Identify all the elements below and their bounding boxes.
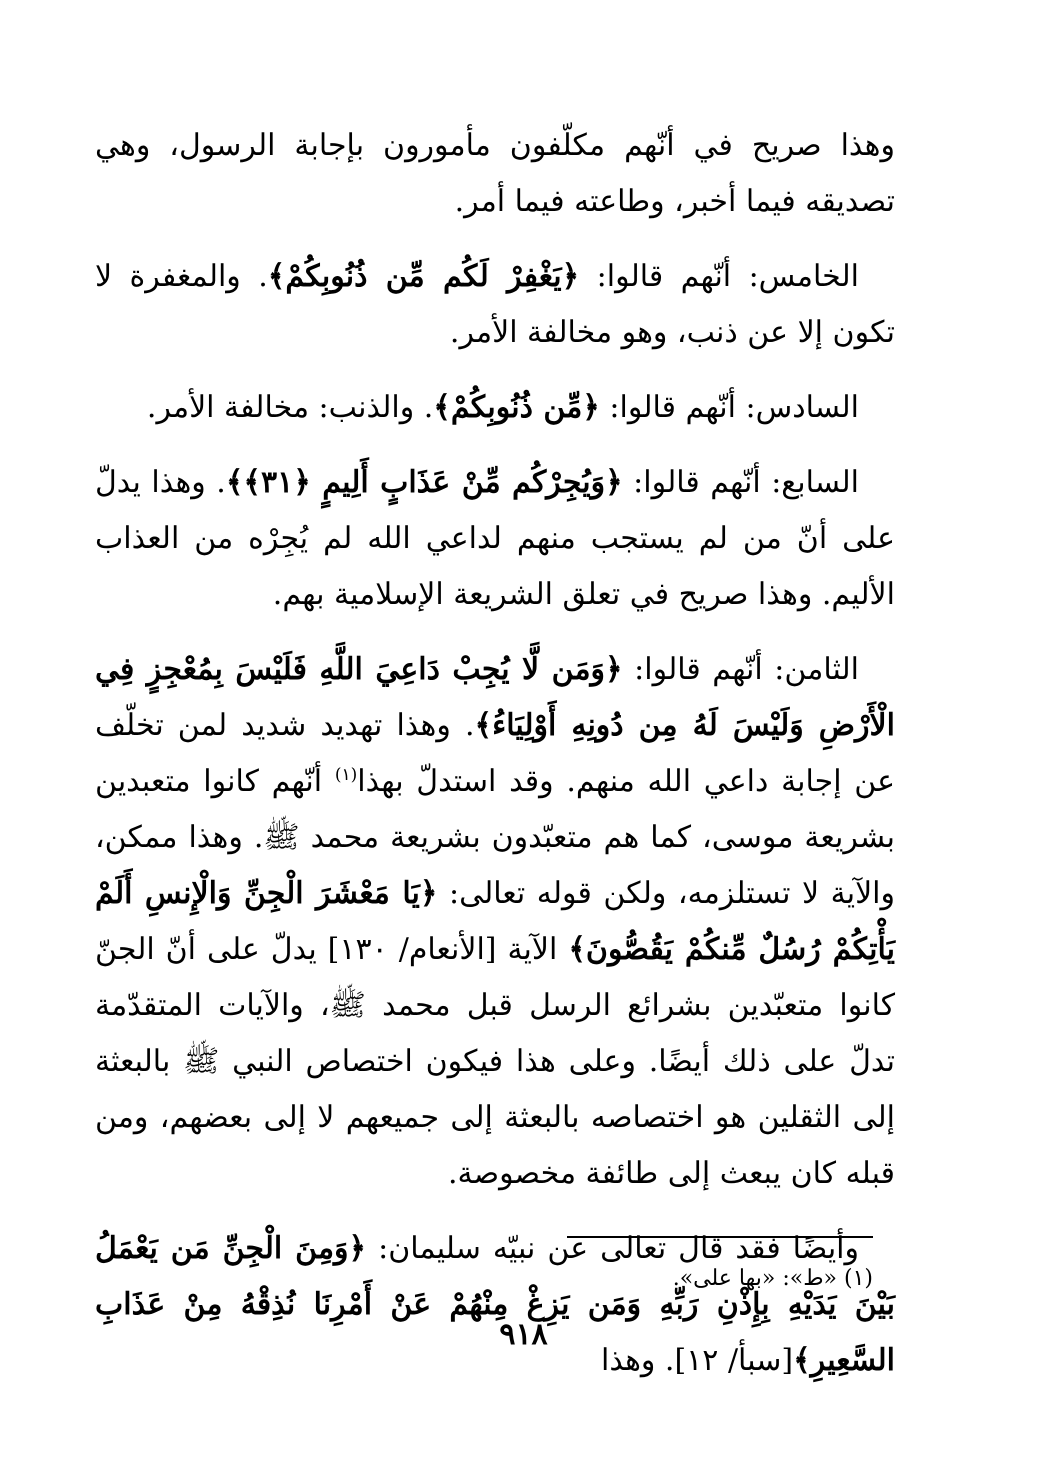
paragraph-text: أنّهم كانوا متعبدين بشريعة موسى، كما هم متعبّدون بشريعة محمد ﷺ. وهذا ممكن، والآية لا تستلزمه، ولكن قوله تعالى: <box>95 764 895 911</box>
paragraph-text: . والذنب: مخالفة الأمر. <box>146 390 434 425</box>
page-body <box>95 118 895 1408</box>
quran-quote: ﴿وَمِنَ الْجِنِّ مَن يَعْمَلُ بَيْنَ يَدَيْهِ بِإِذْنِ رَبِّهِ وَمَن يَزِغْ مِنْهُمْ عَنْ أَمْرِنَا نُذِقْهُ مِنْ عَذَابِ السَّعِيرِ﴾ <box>95 1231 895 1378</box>
paragraph <box>95 249 895 361</box>
paragraph-text: وهذا صريح في أنّهم مكلّفون مأمورون بإجابة الرسول، وهي تصديقه فيما أخبر، وطاعته فيما أمر. <box>95 128 895 219</box>
paragraph <box>95 642 895 1202</box>
quran-quote: ﴿وَيُجِرْكُم مِّنْ عَذَابٍ أَلِيمٍ ﴿٣١﴾﴾ <box>225 465 623 500</box>
paragraph-text: . وهذا تهديد شديد لمن تخلّف عن إجابة داعي الله منهم. وقد استدلّ بهذا <box>95 708 896 799</box>
paragraph-text: الآية [الأنعام/ ١٣٠] يدلّ على أنّ الجنّ كانوا متعبّدين بشرائع الرسل قبل محمد ﷺ، والآيات المتقدّمة تدلّ على ذلك أيضًا. وعلى هذا فيكون اختصاص النبي ﷺ بالبعثة إلى الثقلين هو اختصاصه بالبعثة إلى جميعهم لا إلى بعضهم، ومن قبله كان يبعث إلى طائفة مخصوصة. <box>95 932 895 1191</box>
paragraph <box>95 455 895 623</box>
paragraph <box>95 380 895 436</box>
quran-quote: ﴿يَا مَعْشَرَ الْجِنِّ وَالْإِنسِ أَلَمْ يَأْتِكُمْ رُسُلٌ مِّنكُمْ يَقُصُّونَ﴾ <box>95 876 896 967</box>
footnote-separator <box>567 1236 873 1238</box>
paragraph <box>95 1221 895 1389</box>
paragraph-text: الخامس: أنّهم قالوا: <box>579 259 859 294</box>
quran-quote: ﴿وَمَن لَّا يُجِبْ دَاعِيَ اللَّهِ فَلَيْسَ بِمُعْجِزٍ فِي الْأَرْضِ وَلَيْسَ لَهُ مِن دُونِهِ أَوْلِيَاءُ﴾ <box>95 652 895 743</box>
footnote-marker: (١) <box>334 765 358 785</box>
footnote: (١) «ط»: «بها على». <box>672 1266 873 1291</box>
paragraph-text: السابع: أنّهم قالوا: <box>622 465 860 500</box>
paragraph <box>95 118 895 230</box>
paragraph-text: [سبأ/ ١٢]. وهذا <box>601 1343 794 1378</box>
paragraph-text: وأيضًا فقد قال تعالى عن نبيّه سليمان: <box>366 1231 859 1266</box>
paragraph-text: . والمغفرة لا تكون إلا عن ذنب، وهو مخالفة الأمر. <box>95 259 895 350</box>
quran-quote: ﴿مِّن ذُنُوبِكُمْ﴾ <box>433 390 600 425</box>
page-number: ٩١٨ <box>499 1317 548 1352</box>
paragraph-text: الثامن: أنّهم قالوا: <box>622 652 859 687</box>
quran-quote: ﴿يَغْفِرْ لَكُم مِّن ذُنُوبِكُمْ﴾ <box>267 259 580 294</box>
paragraph-text: السادس: أنّهم قالوا: <box>599 390 859 425</box>
paragraph-text: . وهذا يدلّ على أنّ من لم يستجب منهم لداعي الله لم يُجِرْه من العذاب الأليم. وهذا صريح في تعلق الشريعة الإسلامية بهم. <box>95 465 895 612</box>
